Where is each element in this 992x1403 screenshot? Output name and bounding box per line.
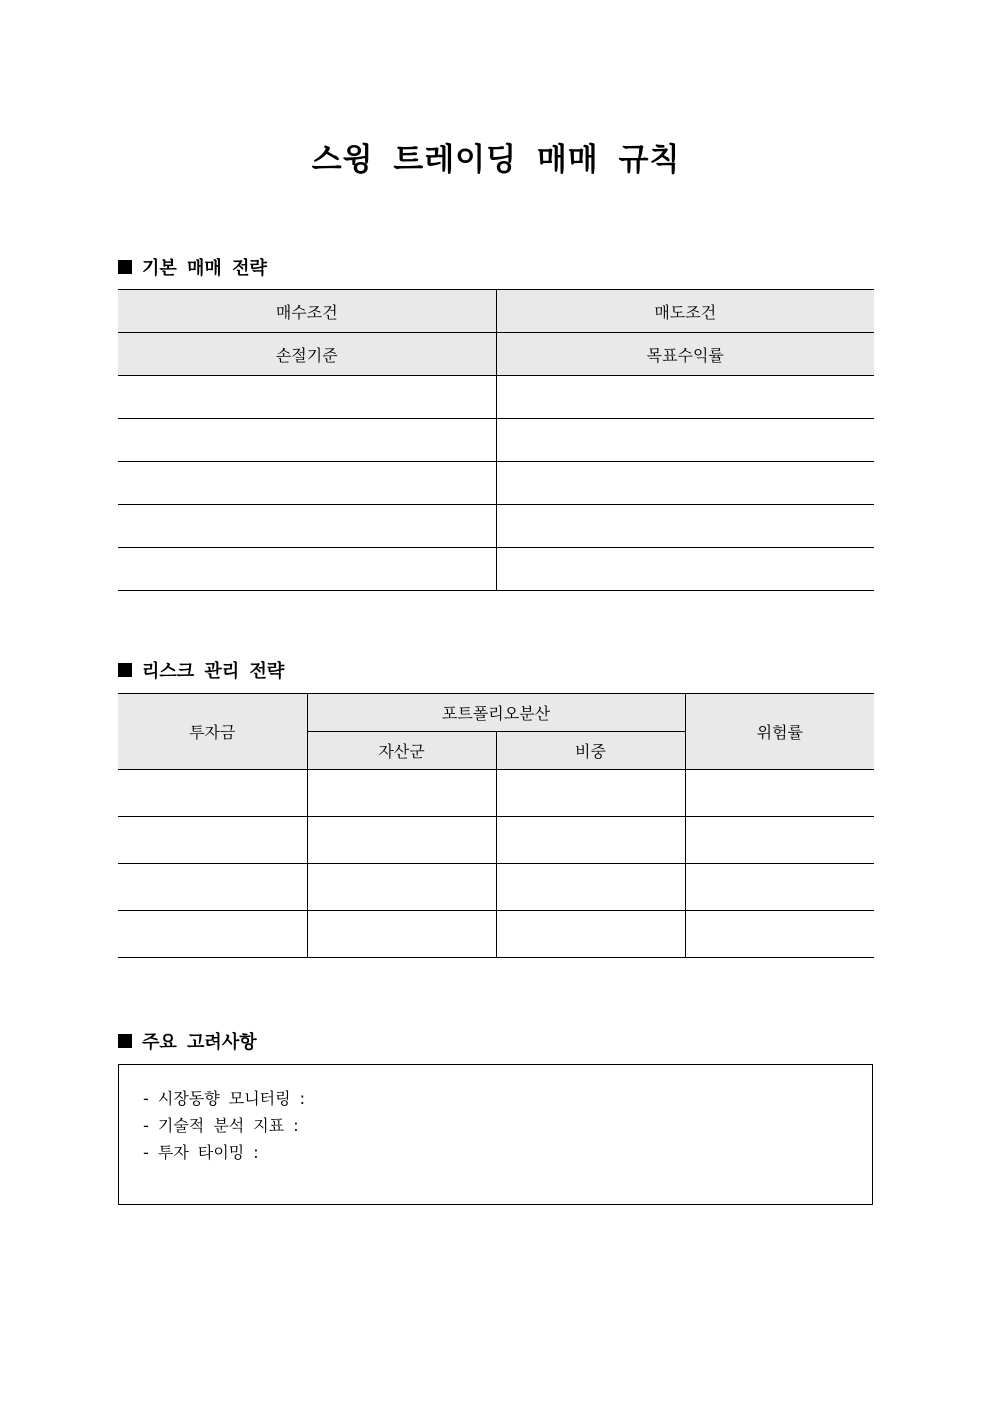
table-header-row	[118, 290, 874, 333]
header-sell-condition: 매도조건	[496, 290, 874, 333]
table-cell[interactable]	[496, 462, 874, 505]
table-cell[interactable]	[118, 376, 496, 419]
table-cell[interactable]	[307, 864, 496, 911]
header-weight: 비중	[496, 732, 685, 770]
section-title: 주요 고려사항	[142, 1032, 257, 1053]
table-cell[interactable]	[118, 864, 307, 911]
table-cell[interactable]	[685, 770, 874, 817]
header-stop-loss: 손절기준	[118, 333, 496, 376]
table-cell[interactable]	[496, 770, 685, 817]
table-cell[interactable]	[118, 505, 496, 548]
table-cell[interactable]	[118, 419, 496, 462]
table-cell[interactable]	[496, 864, 685, 911]
table-cell[interactable]	[496, 505, 874, 548]
consideration-timing: - 투자 타이밍 :	[143, 1143, 259, 1162]
table-cell[interactable]	[307, 770, 496, 817]
table-header-row	[118, 694, 874, 732]
table-cell[interactable]	[118, 770, 307, 817]
table-row	[118, 770, 874, 817]
header-investment: 투자금	[118, 694, 307, 770]
header-target-return: 목표수익률	[496, 333, 874, 376]
consideration-technical-indicator: - 기술적 분석 지표 :	[143, 1116, 299, 1135]
section-title: 기본 매매 전략	[142, 258, 267, 279]
header-asset-class: 자산군	[307, 732, 496, 770]
header-risk-rate: 위험률	[685, 694, 874, 770]
table-row	[118, 817, 874, 864]
table-row	[118, 864, 874, 911]
table-row	[118, 376, 874, 419]
table-cell[interactable]	[685, 817, 874, 864]
table-row	[118, 419, 874, 462]
table-cell[interactable]	[496, 376, 874, 419]
section-heading-basic-strategy	[118, 254, 267, 280]
section-heading-risk-management	[118, 657, 284, 683]
risk-management-table	[118, 693, 874, 958]
table-cell[interactable]	[307, 817, 496, 864]
table-row	[118, 505, 874, 548]
consideration-market-trend: - 시장동향 모니터링 :	[143, 1089, 306, 1108]
basic-strategy-table	[118, 289, 874, 591]
section-title: 리스크 관리 전략	[142, 661, 285, 682]
table-cell[interactable]	[118, 548, 496, 591]
table-row	[118, 462, 874, 505]
table-header-row	[118, 333, 874, 376]
table-cell[interactable]	[685, 864, 874, 911]
table-cell[interactable]	[118, 911, 307, 958]
square-bullet-icon	[118, 663, 132, 677]
header-portfolio-diversification: 포트폴리오분산	[307, 694, 685, 732]
table-cell[interactable]	[118, 462, 496, 505]
considerations-box	[118, 1064, 873, 1205]
table-row	[118, 548, 874, 591]
square-bullet-icon	[118, 260, 132, 274]
square-bullet-icon	[118, 1034, 132, 1048]
table-cell[interactable]	[496, 911, 685, 958]
table-cell[interactable]	[496, 817, 685, 864]
table-cell[interactable]	[307, 911, 496, 958]
table-cell[interactable]	[496, 419, 874, 462]
table-row	[118, 911, 874, 958]
table-cell[interactable]	[118, 817, 307, 864]
section-heading-key-considerations	[118, 1028, 257, 1054]
header-buy-condition: 매수조건	[118, 290, 496, 333]
table-cell[interactable]	[496, 548, 874, 591]
page-title: 스윙 트레이딩 매매 규칙	[311, 142, 681, 178]
table-cell[interactable]	[685, 911, 874, 958]
